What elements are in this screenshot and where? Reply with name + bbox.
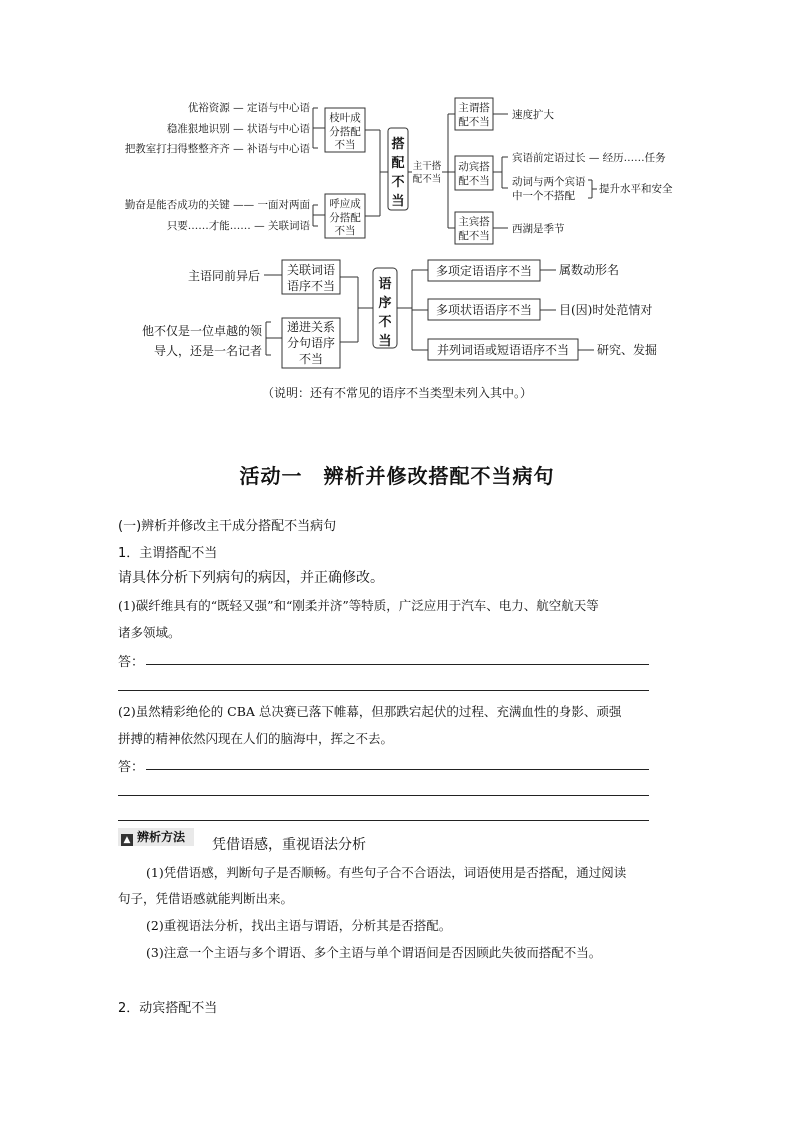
answer-label-1: 答： [118,655,145,670]
diagram1-item-yimian: 勤奋是能否成功的关键 —— 一面对两面 [124,199,310,211]
box-zhuwei-line: 主谓搭 [458,102,490,114]
diagram-yuxu [0,250,794,380]
answer-line[interactable] [146,769,649,770]
box-huying-line: 分搭配 [329,212,361,224]
question-2-line-1: (2)虽然精彩绝伦的 CBA 总决赛已落下帷幕，但那跌宕起伏的过程、充满血性的身影、顽强 [118,704,622,719]
yuxu-example-binglie: 研究、发掘 [597,343,658,357]
zhugan-label: 配不当 [412,174,442,185]
diagram1-item-guanlian: 只要……才能…… — 关联词语 [166,220,310,232]
example-zhuwei: 速度扩大 [512,109,554,121]
method-para-1-line-2: 句子，凭借语感就能判断出来。 [118,891,294,906]
example-dongbin-2: 动词与两个宾语 [512,176,586,188]
question-2-line-2: 拼搏的精神依然闪现在人们的脑海中，挥之不去。 [118,731,394,746]
yuxu-center-char: 不 [378,315,392,330]
center-char: 配 [391,156,405,171]
yuxu-right-label-dingyu: 多项定语语序不当 [435,264,533,278]
diagram1-item-zhuangyu: 稳准狠地识别 — 状语与中心语 [166,123,310,135]
example-dongbin-tail: 提升水平和安全 [599,183,673,195]
box-dijin-line: 不当 [298,352,324,366]
method-badge [118,828,194,846]
box-huying-line: 呼应成 [329,198,361,210]
example-zhubin: 西湖是季节 [512,223,565,235]
center-char: 当 [391,194,405,209]
instruction-text: 请具体分析下列病句的病因，并正确修改。 [118,570,384,586]
box-zhiye-line: 不当 [334,139,356,151]
method-para-1-line-1: (1)凭借语感，判断句子是否顺畅。有些句子合不合语法，词语使用是否搭配，通过阅读 [146,865,627,880]
yuxu-center-char: 序 [378,296,392,311]
box-guanlian-line: 关联词语 [286,263,336,277]
diagram1-item-dingyu: 优裕资源 — 定语与中心语 [187,102,310,114]
box-zhiye-line: 分搭配 [329,126,361,138]
yuxu-left-item-1: 主语同前异后 [187,269,260,283]
box-huying-line: 不当 [334,225,356,237]
diagram-note: （说明：还有不常见的语序不当类型未列入其中。） [261,386,532,400]
yuxu-left-item-2: 他不仅是一位卓越的领 [141,324,262,338]
section-heading: (一)辨析并修改主干成分搭配不当病句 [118,519,337,534]
example-dongbin-3: 中一个不搭配 [512,190,575,202]
activity-title: 活动一 辨析并修改搭配不当病句 [239,464,555,488]
box-zhubin-line: 主宾搭 [458,216,490,228]
box-zhuwei-line: 配不当 [458,116,490,128]
answer-line[interactable] [146,664,649,665]
yuxu-center-char: 语 [378,277,392,292]
diagram-dapei [0,0,794,250]
yuxu-example-dingyu: 属数动形名 [559,263,620,277]
zhugan-label: 主干搭 [412,161,442,172]
center-char: 不 [391,175,405,190]
method-heading: 凭借语感，重视语法分析 [212,837,366,853]
subsection-1-heading: 1．主谓搭配不当 [118,546,218,561]
yuxu-example-zhuangyu: 目(因)时处范情对 [559,303,653,317]
answer-line[interactable] [118,795,649,796]
yuxu-right-label-zhuangyu: 多项状语语序不当 [435,303,533,317]
box-guanlian-line: 语序不当 [286,279,336,293]
method-para-2: (2)重视语法分析，找出主语与谓语，分析其是否搭配。 [146,918,452,933]
box-dongbin-line: 动宾搭 [458,161,490,173]
answer-line[interactable] [118,820,649,821]
answer-label-2: 答： [118,760,145,775]
box-dijin-line: 递进关系 [286,320,336,334]
arrow-up-icon: ▲ [121,834,133,846]
method-para-3: (3)注意一个主语与多个谓语、多个主语与单个谓语间是否因顾此失彼而搭配不当。 [146,945,602,960]
answer-line[interactable] [118,690,649,691]
question-1-line-1: (1)碳纤维具有的“既轻又强”和“刚柔并济”等特质，广泛应用于汽车、电力、航空航天等 [118,598,599,613]
yuxu-center-char: 当 [378,334,392,349]
box-zhiye-line: 枝叶成 [329,112,361,124]
box-dongbin-line: 配不当 [458,175,490,187]
yuxu-left-item-2: 导人，还是一名记者 [153,344,262,358]
box-zhubin-line: 配不当 [458,230,490,242]
method-badge-label: 辨析方法 [137,830,186,844]
subsection-2-heading: 2．动宾搭配不当 [118,1001,218,1016]
center-char: 搭 [391,137,405,152]
diagram1-item-buyu: 把教室打扫得整整齐齐 — 补语与中心语 [124,143,310,155]
box-dijin-line: 分句语序 [286,336,336,350]
example-dongbin-1: 宾语前定语过长 — 经历……任务 [512,152,666,164]
yuxu-right-label-binglie: 并列词语或短语语序不当 [436,343,570,357]
question-1-line-2: 诸多领域。 [118,625,181,640]
